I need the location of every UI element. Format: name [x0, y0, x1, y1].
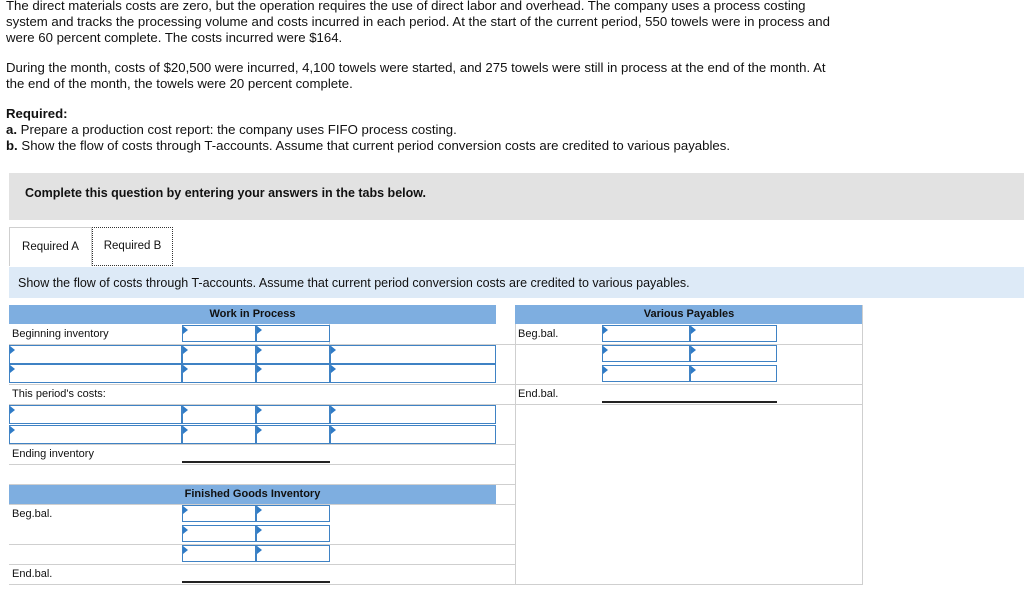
- dropdown-indicator-icon: [183, 346, 188, 354]
- wip-credit-account-select[interactable]: [330, 364, 496, 383]
- banner-text: Complete this question by entering your answers in the tabs below.: [25, 186, 426, 200]
- requirement-a: [6, 122, 836, 138]
- payables-header: Various Payables: [515, 305, 863, 324]
- payables-credit-amount-input[interactable]: [690, 345, 777, 362]
- dropdown-indicator-icon: [257, 346, 262, 354]
- requirement-a-prefix: a.: [6, 122, 17, 137]
- wip-debit-account-select[interactable]: [9, 405, 182, 424]
- payables-row-line: [515, 384, 863, 385]
- dropdown-indicator-icon: [257, 526, 262, 534]
- fgi-debit-amount-input[interactable]: [182, 545, 256, 562]
- dropdown-indicator-icon: [691, 346, 696, 354]
- dropdown-indicator-icon: [183, 506, 188, 514]
- payables-row-line: [515, 584, 863, 585]
- dropdown-indicator-icon: [331, 426, 336, 434]
- instructions-banner: [9, 173, 1024, 220]
- wip-credit-amount-input[interactable]: [256, 345, 330, 364]
- wip-debit-amount-input[interactable]: [182, 405, 256, 424]
- dropdown-indicator-icon: [183, 426, 188, 434]
- dropdown-indicator-icon: [183, 546, 188, 554]
- dropdown-indicator-icon: [257, 426, 262, 434]
- dropdown-indicator-icon: [331, 406, 336, 414]
- payables-beg-debit-input[interactable]: [602, 325, 690, 342]
- wip-header: Work in Process: [9, 305, 496, 324]
- requirement-b-text: Show the flow of costs through T-accounts. Assume that current period conversion costs are credited to various payables.: [17, 138, 730, 153]
- dropdown-indicator-icon: [10, 406, 15, 414]
- dropdown-indicator-icon: [331, 346, 336, 354]
- dropdown-indicator-icon: [183, 406, 188, 414]
- dropdown-indicator-icon: [331, 365, 336, 373]
- dropdown-indicator-icon: [10, 346, 15, 354]
- dropdown-indicator-icon: [603, 366, 608, 374]
- wip-credit-account-select[interactable]: [330, 345, 496, 364]
- fgi-row-line: [9, 564, 516, 565]
- payables-beg-bal-label: Beg.bal.: [518, 328, 559, 340]
- dropdown-indicator-icon: [691, 366, 696, 374]
- fgi-beg-bal-label: Beg.bal.: [12, 508, 53, 520]
- payables-ending-balance-line: [602, 401, 777, 403]
- wip-row-line: [9, 464, 516, 465]
- wip-beginning-amount-input[interactable]: [256, 325, 330, 342]
- problem-paragraph-2: During the month, costs of $20,500 were incurred, 4,100 towels were started, and 275 towels were still in process at the end of the month. At the end of the month, the towels were 20 percent complete.: [6, 60, 826, 91]
- dropdown-indicator-icon: [257, 365, 262, 373]
- dropdown-indicator-icon: [10, 365, 15, 373]
- payables-debit-amount-input[interactable]: [602, 365, 690, 382]
- wip-debit-account-select[interactable]: [9, 345, 182, 364]
- dropdown-indicator-icon: [183, 326, 188, 334]
- dropdown-indicator-icon: [603, 326, 608, 334]
- wip-credit-amount-input[interactable]: [256, 405, 330, 424]
- wip-debit-amount-input[interactable]: [182, 345, 256, 364]
- wip-debit-account-select[interactable]: [9, 425, 182, 444]
- problem-paragraph-1: The direct materials costs are zero, but the operation requires the use of direct labor and overhead. The company uses a process costing system and tracks the processing volume and costs incurred in each period. At the start of the current period, 550 towels were in process and were 60 percent complete. The costs incurred were $164.: [6, 0, 830, 45]
- wip-beginning-inventory-label: Beginning inventory: [12, 328, 109, 340]
- fgi-beg-credit-input[interactable]: [256, 505, 330, 522]
- requirement-a-text: Prepare a production cost report: the company uses FIFO process costing.: [17, 122, 457, 137]
- required-heading: Required:: [6, 106, 68, 121]
- wip-row-line: [9, 444, 516, 445]
- requirement-b-prefix: b.: [6, 138, 18, 153]
- fgi-debit-amount-input[interactable]: [182, 525, 256, 542]
- payables-debit-amount-input[interactable]: [602, 345, 690, 362]
- wip-credit-amount-input[interactable]: [256, 425, 330, 444]
- payables-credit-amount-input[interactable]: [690, 365, 777, 382]
- fgi-ending-balance-line: [182, 581, 330, 583]
- wip-period-costs-label: This period's costs:: [12, 388, 106, 400]
- payables-beg-credit-input[interactable]: [690, 325, 777, 342]
- dropdown-indicator-icon: [691, 326, 696, 334]
- tab-instruction: [9, 267, 1024, 298]
- dropdown-indicator-icon: [257, 406, 262, 414]
- wip-debit-amount-input[interactable]: [182, 425, 256, 444]
- dropdown-indicator-icon: [183, 365, 188, 373]
- dropdown-indicator-icon: [257, 506, 262, 514]
- wip-row-line: [9, 384, 516, 385]
- dropdown-indicator-icon: [257, 326, 262, 334]
- fgi-right-border: [515, 485, 516, 585]
- fgi-header: Finished Goods Inventory: [9, 485, 496, 504]
- payables-row-line: [515, 404, 863, 405]
- payables-right-border: [862, 305, 863, 585]
- requirement-b: [6, 138, 1006, 154]
- fgi-credit-amount-input[interactable]: [256, 525, 330, 542]
- wip-beginning-amount-input[interactable]: [182, 325, 256, 342]
- wip-ending-inventory-label: Ending inventory: [12, 448, 94, 460]
- fgi-credit-amount-input[interactable]: [256, 545, 330, 562]
- wip-credit-account-select[interactable]: [330, 405, 496, 424]
- dropdown-indicator-icon: [257, 546, 262, 554]
- fgi-beg-debit-input[interactable]: [182, 505, 256, 522]
- tab-required-b[interactable]: Required B: [92, 227, 173, 266]
- wip-debit-amount-input[interactable]: [182, 364, 256, 383]
- payables-end-bal-label: End.bal.: [518, 388, 559, 400]
- wip-debit-account-select[interactable]: [9, 364, 182, 383]
- tab-instruction-text: Show the flow of costs through T-accounts. Assume that current period conversion costs are credited to various payables.: [18, 276, 690, 290]
- dropdown-indicator-icon: [603, 346, 608, 354]
- tab-required-a[interactable]: Required A: [9, 227, 92, 266]
- dropdown-indicator-icon: [183, 526, 188, 534]
- wip-credit-account-select[interactable]: [330, 425, 496, 444]
- fgi-end-bal-label: End.bal.: [12, 568, 53, 580]
- dropdown-indicator-icon: [10, 426, 15, 434]
- wip-ending-balance-line: [182, 461, 330, 463]
- wip-credit-amount-input[interactable]: [256, 364, 330, 383]
- fgi-row-line: [9, 584, 516, 585]
